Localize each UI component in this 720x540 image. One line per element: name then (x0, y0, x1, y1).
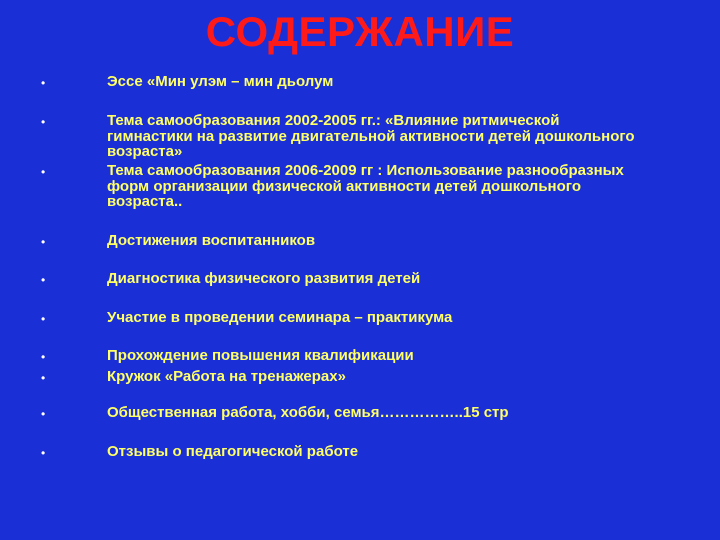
list-item-text: Диагностика физического развития детей (107, 270, 421, 287)
bullet: • (41, 371, 46, 385)
slide-title: СОДЕРЖАНИЕ (205, 8, 515, 55)
bullet: • (41, 407, 46, 421)
list-item-text: Тема самообразования 2006-2009 гг : Использование разнообразных форм организации физической активности детей дошкольного возраста.. (107, 162, 624, 210)
list-item-text: Кружок «Работа на тренажерах» (107, 368, 346, 385)
bullet: • (41, 312, 46, 326)
bullet: • (41, 350, 46, 364)
bullet: • (41, 76, 46, 90)
list-item-text: Эссе «Мин улэм – мин дьолум (107, 73, 334, 90)
bullet: • (41, 165, 46, 179)
list-item-text: Тема самообразования 2002-2005 гг.: «Влияние ритмической гимнастики на развитие двигательной активности детей дошкольного возраста» (107, 112, 635, 160)
list-item-text: Прохождение повышения квалификации (107, 347, 414, 364)
bullet: • (41, 446, 46, 460)
list-item-text: Отзывы о педагогической работе (107, 443, 359, 460)
bullet: • (41, 235, 46, 249)
list-item-text: Общественная работа, хобби, семья……………..15 стр (107, 404, 509, 421)
list-item-text: Достижения воспитанников (107, 232, 316, 249)
bullet: • (41, 115, 46, 129)
bullet: • (41, 273, 46, 287)
list-item-text: Участие в проведении семинара – практикума (107, 309, 453, 326)
